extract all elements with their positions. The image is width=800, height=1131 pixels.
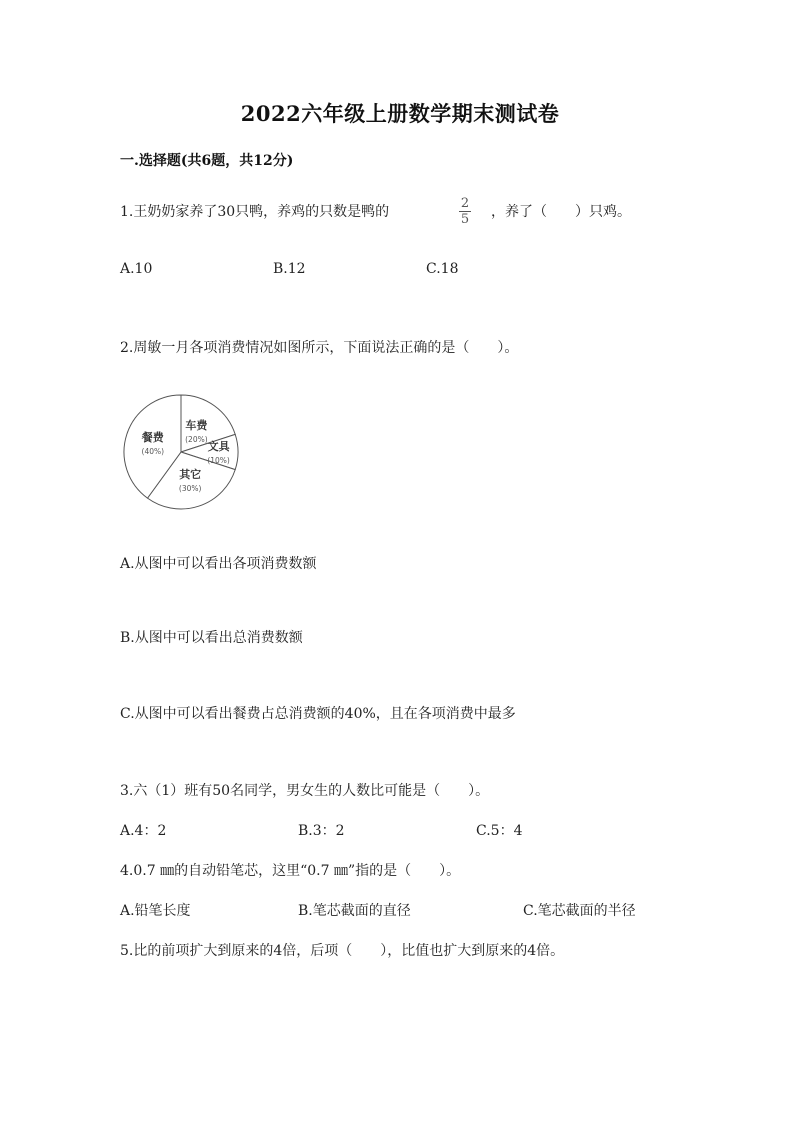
question-5-text: 5.比的前项扩大到原来的4倍，后项（ ），比值也扩大到原来的4倍。 [120,943,565,959]
question-1-fraction [458,196,472,227]
question-1-text: 1.王奶奶家养了30只鸭，养鸡的只数是鸭的 [120,204,390,220]
question-4-option-b[interactable]: B.笔芯截面的直径 [298,903,411,919]
pie-label-stationery: 文具 [207,440,230,453]
question-1-option-a[interactable]: A.10 [120,261,153,277]
pie-label-meal-fee: 餐费 [141,430,164,444]
fraction-denominator: 5 [460,212,470,227]
question-1-option-b[interactable]: B.12 [273,261,306,277]
pie-value-meal-fee: (40%) [141,446,165,456]
question-2-option-c[interactable]: C.从图中可以看出餐费占总消费额的40%，且在各项消费中最多 [120,706,516,722]
pie-label-car-fee: 车费 [185,418,208,432]
section-heading: 一.选择题(共6题，共12分) [120,153,294,169]
fraction-numerator: 2 [460,196,470,211]
question-1-text-after: ，养了（ ）只鸡。 [491,204,631,220]
pie-value-car-fee: (20%) [185,434,208,444]
question-1-option-c[interactable]: C.18 [426,261,459,277]
question-2-option-a[interactable]: A.从图中可以看出各项消费数额 [120,556,317,572]
question-3-option-a[interactable]: A.4：2 [120,823,167,839]
question-3-text: 3.六（1）班有50名同学，男女生的人数比可能是（ ）。 [120,783,490,799]
pie-value-other: (30%) [178,484,202,494]
pie-label-other: 其它 [179,468,202,482]
question-4-option-a[interactable]: A.铅笔长度 [120,903,191,919]
pie-value-stationery: (10%) [207,456,230,465]
question-2-option-b[interactable]: B.从图中可以看出总消费数额 [120,630,303,646]
question-2-text: 2.周敏一月各项消费情况如图所示，下面说法正确的是（ ）。 [120,340,519,356]
question-4-option-c[interactable]: C.笔芯截面的半径 [523,903,636,919]
question-3-option-c[interactable]: C.5：4 [476,823,523,839]
page-title: 2022六年级上册数学期末测试卷 [240,101,560,126]
question-3-option-b[interactable]: B.3：2 [298,823,345,839]
question-4-text: 4.0.7 ㎜的自动铅笔芯，这里“0.7 ㎜”指的是（ ）。 [120,863,461,879]
consumption-pie-chart [122,393,240,511]
